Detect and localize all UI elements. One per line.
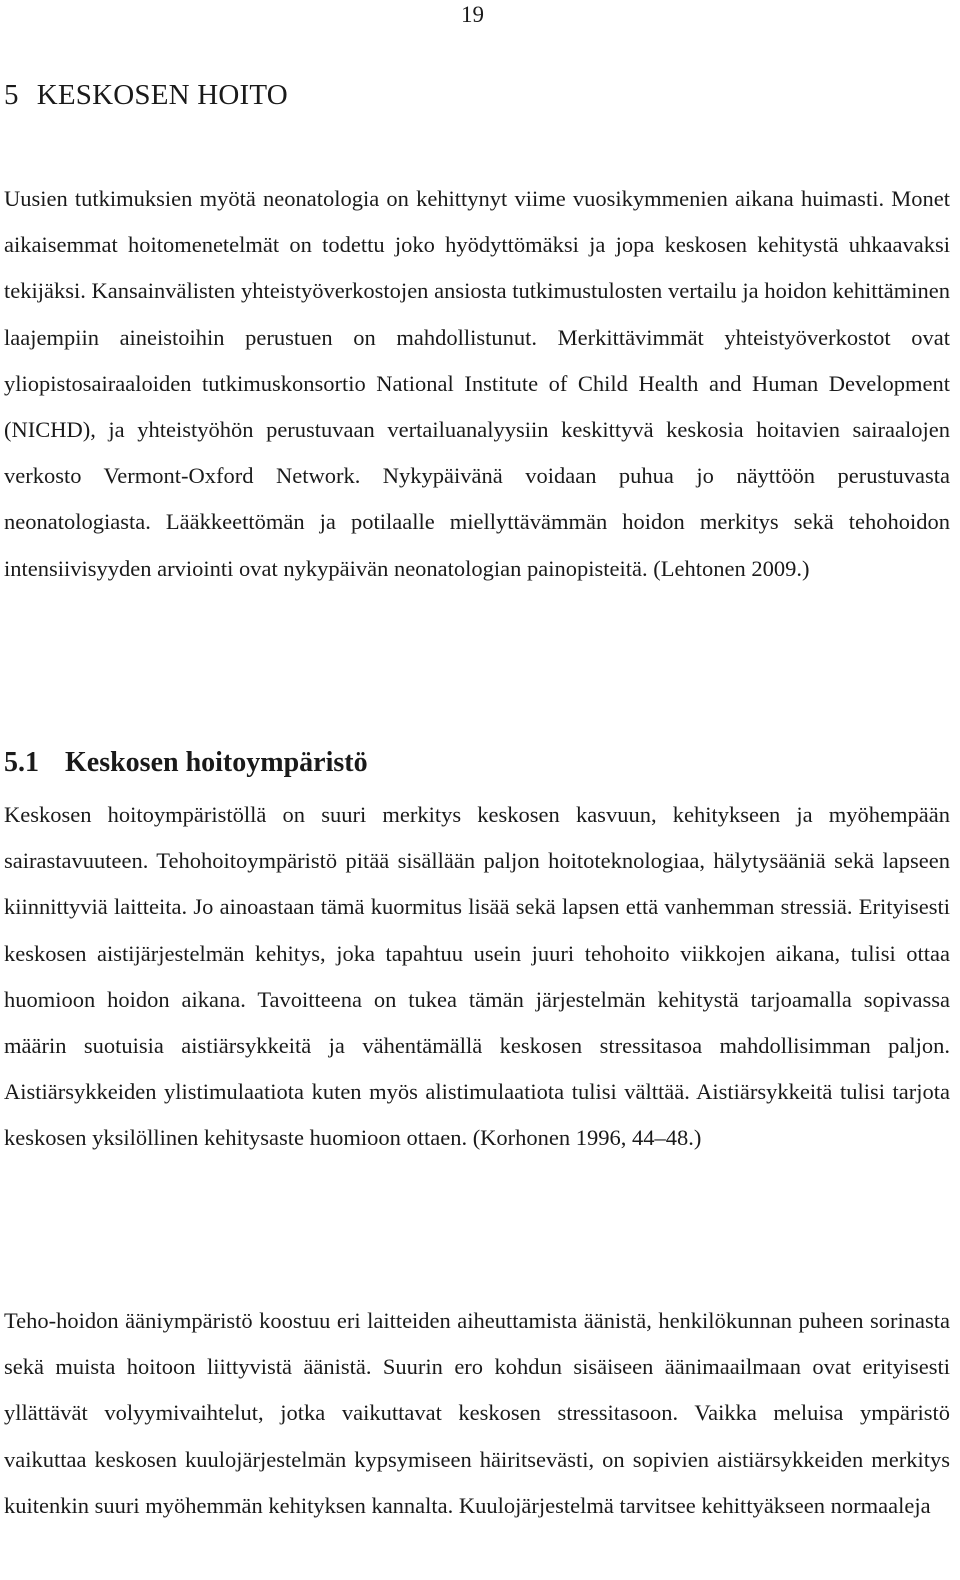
subsection-heading <box>4 746 368 780</box>
body-paragraph: Teho-hoidon ääniympäristö koostuu eri laitteiden aiheuttamista äänistä, henkilökunnan puheen sorinasta sekä muista hoitoon liittyvistä äänistä. Suurin ero kohdun sisäiseen äänimaailmaan ovat erityisesti yllättävät volyymivaihtelut, jotka vaikuttavat keskosen stressitasoon. Vaikka meluisa ympäristö vaikuttaa keskosen kuulojärjestelmän kypsymiseen häiritsevästi, on sopivien aistiärsykkeiden merkitys kuitenkin suuri myöhemmän kehityksen kannalta. Kuulojärjestelmä tarvitsee kehittyäkseen normaaleja <box>4 1308 950 1518</box>
section-title: KESKOSEN HOITO <box>36 79 288 111</box>
page-number: 19 <box>461 2 484 27</box>
subsection-number: 5.1 <box>4 747 39 778</box>
subsection-title: Keskosen hoitoympäristö <box>65 747 368 778</box>
section-heading <box>4 78 288 112</box>
intro-paragraph: Uusien tutkimuksien myötä neonatologia on kehittynyt viime vuosikymmenien aikana huimasti. Monet aikaisemmat hoitomenetelmät on todettu joko hyödyttömäksi ja jopa keskosen kehitystä uhkaavaksi tekijäksi. Kansainvälisten yhteistyöverkostojen ansiosta tutkimustulosten vertailu ja hoidon kehittäminen laajempiin aineistoihin perustuen on mahdollistunut. Merkittävimmät yhteistyöverkostot ovat yliopistosairaaloiden tutkimuskonsortio National Institute of Child Health and Human Development (NICHD), ja yhteistyöhön perustuvaan vertailuanalyysiin keskittyvä keskosia hoitavien sairaalojen verkosto Vermont-Oxford Network. Nykypäivänä voidaan puhua jo näyttöön perustuvasta neonatologiasta. Lääkkeettömän ja potilaalle miellyttävämmän hoidon merkitys sekä tehohoidon intensiivisyyden arviointi ovat nykypäivän neonatologian painopisteitä. (Lehtonen 2009.) <box>4 186 950 581</box>
section-number: 5 <box>4 79 19 111</box>
body-paragraph: Keskosen hoitoympäristöllä on suuri merkitys keskosen kasvuun, kehitykseen ja myöhempään sairastavuuteen. Tehohoitoympäristö pitää sisällään paljon hoitoteknologiaa, hälytysääniä sekä lapseen kiinnittyviä laitteita. Jo ainoastaan tämä kuormitus lisää sekä lapsen että vanhemman stressiä. Erityisesti keskosen aistijärjestelmän kehitys, joka tapahtuu usein juuri tehohoito viikkojen aikana, tulisi ottaa huomioon hoidon aikana. Tavoitteena on tukea tämän järjestelmän kehitystä tarjoamalla sopivassa määrin suotuisia aistiärsykkeitä ja vähentämällä keskosen stressitasoa mahdollisimman paljon. Aistiärsykkeiden ylistimulaatiota kuten myös alistimulaatiota tulisi välttää. Aistiärsykkeitä tulisi tarjota keskosen yksilöllinen kehitysaste huomioon ottaen. (Korhonen 1996, 44–48.) <box>4 802 950 1151</box>
